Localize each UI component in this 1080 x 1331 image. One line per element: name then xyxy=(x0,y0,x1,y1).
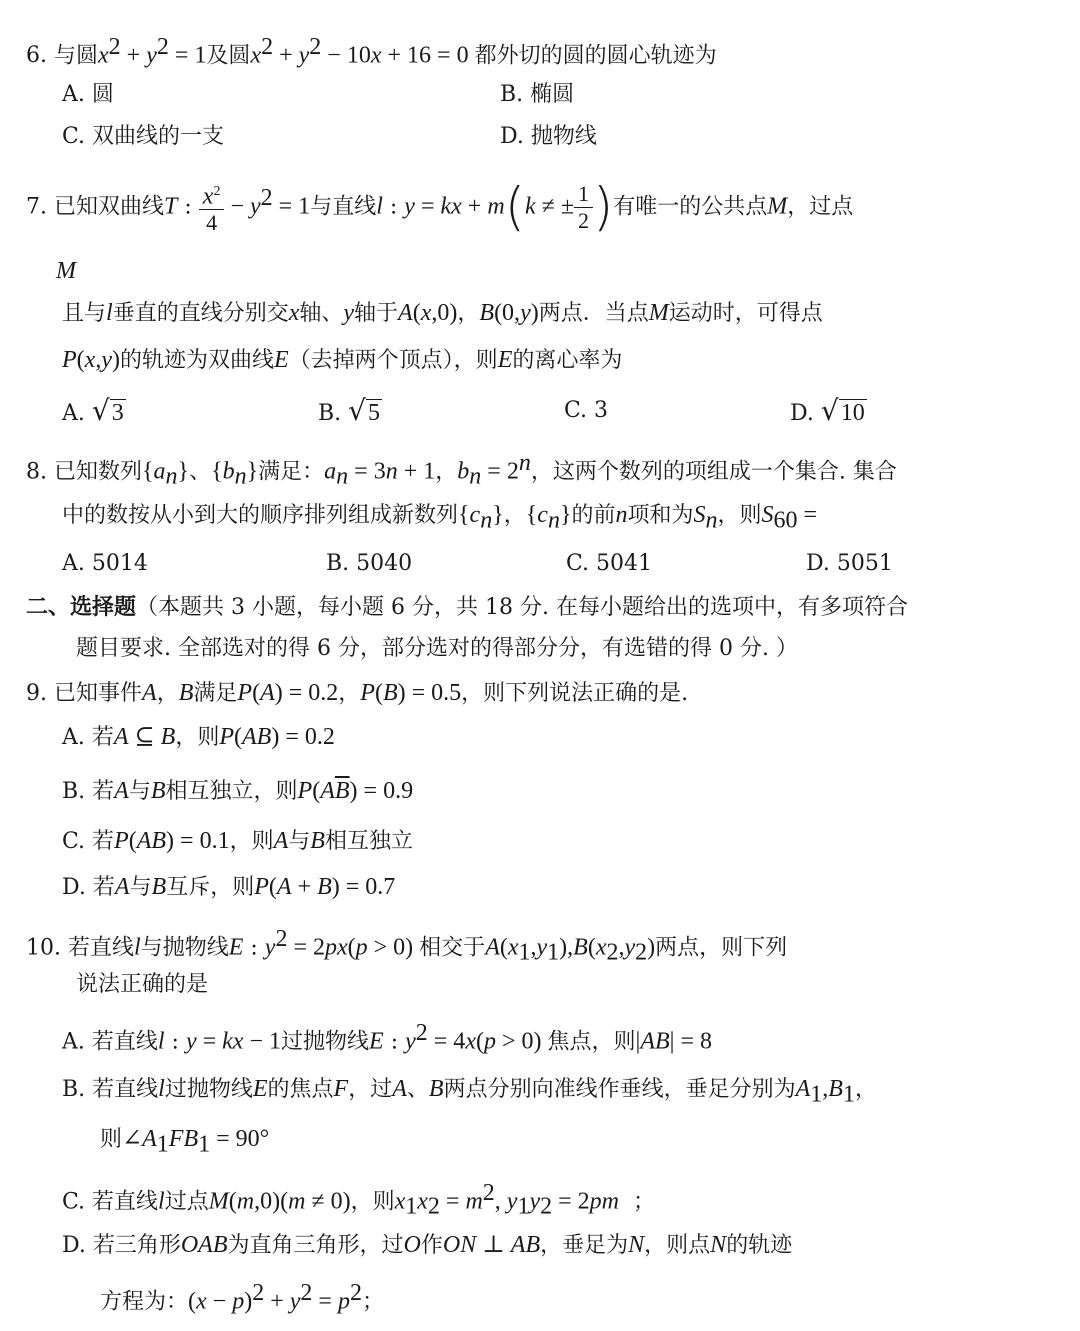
q10-option-b: B. 若直线l过抛物线E的焦点F，过A、B两点分别向准线作垂线，垂足分别为$A_1,B_1$， xyxy=(62,1076,877,1108)
q9-option-d: D. 若A与B互斥，则P(A + B) = 0.7 xyxy=(62,874,396,900)
q7-option-d: D. √10 xyxy=(790,394,865,427)
q8-text-a: 已知数列 xyxy=(54,459,143,485)
q7-fraction: $\frac{x^2}{4}$ xyxy=(199,179,225,236)
q10-option-d-line2: 方程为：$(x - p)^2 + y^2 = p^2$； xyxy=(100,1280,384,1315)
q7-l3c: 轴、 xyxy=(299,301,344,326)
q7-stem: 7. 已知双曲线T : $\frac{x^2}{4}$ − $y^2 = 1$与直线l : y = kx + m(k ≠ ± $\frac{1}{2}$ )有唯一的公共点M，过点 xyxy=(26,177,854,238)
q6-circle2: x xyxy=(250,42,262,69)
section2-header xyxy=(26,590,908,625)
q7-line2: M xyxy=(56,258,76,284)
q8-option-d: D. 5051 xyxy=(806,551,893,576)
q9-text-c: ，则下列说法正确的是. xyxy=(461,681,689,706)
q7-text-b: 与直线 xyxy=(310,194,377,220)
q7-option-c: C. 3 xyxy=(564,398,609,423)
q9-option-a: A. 若A ⊆ B，则P(AB) = 0.2 xyxy=(62,724,335,750)
section2-title: 二、选择题 xyxy=(26,594,137,620)
q7-l3a: 且与 xyxy=(62,301,107,326)
q6-number: 6. xyxy=(26,43,47,69)
q8-number: 8. xyxy=(26,459,47,485)
q9-stem: 9. 已知事件A，B满足P(A) = 0.2，P(B) = 0.5，则下列说法正确的是. xyxy=(26,680,689,706)
q10-line2: 说法正确的是 xyxy=(76,972,209,997)
q9-text-b: 满足 xyxy=(193,681,238,706)
q6-option-d: D. 抛物线 xyxy=(500,124,597,149)
q7-l4a: 的轨迹为双曲线 xyxy=(119,348,274,373)
q10-option-d: D. 若三角形OAB为直角三角形，过O作ON ⊥ AB，垂足为N，则点N的轨迹 xyxy=(62,1232,793,1258)
q7-l3f: 运动时，可得点 xyxy=(668,301,823,326)
q7-option-a: A. √3 xyxy=(62,394,124,427)
q7-l3b: 垂直的直线分别交 xyxy=(112,301,289,326)
q6-text-post: 都外切的圆的圆心轨迹为 xyxy=(474,43,717,69)
q6-text-mid: 及圆 xyxy=(206,43,251,69)
q10-text-b: 与抛物线 xyxy=(140,935,229,961)
q10-stem: 10. 若直线l与抛物线E : $y^2 = 2px(p > 0)$ 相交于$A(x_1,y_1),B(x_2,y_2)$两点，则下列 xyxy=(26,926,788,966)
q8-l2c: 项和为 xyxy=(627,503,694,528)
q6-option-b: B. 椭圆 xyxy=(500,82,575,107)
q10-option-c: C. 若直线l过点M(m,0)(m ≠ 0)，则$x_1x_2 = m^2$, $y_1y_2 = 2pm$ ； xyxy=(62,1180,656,1220)
q6-option-a: A. 圆 xyxy=(62,82,114,107)
q10-option-b-line2: 则$\angle A_1FB_1 = 90^\circ$ xyxy=(100,1126,270,1158)
q10-text-d: 两点，则下列 xyxy=(655,935,788,961)
q7-number: 7. xyxy=(26,194,47,220)
q10-option-a: A. 若直线l : y = kx − 1过抛物线E : $y^2 = 4x(p > 0)$ 焦点，则|AB| = 8 xyxy=(62,1020,712,1055)
q9-number: 9. xyxy=(26,681,47,706)
q8-l2b: 的前 xyxy=(571,503,616,528)
q8-stem: 8. 已知数列$\{a_n\}$、$\{b_n\}$满足：$a_n = 3n + 1$，$b_n = 2^n$，这两个数列的项组成一个集合. 集合 xyxy=(26,450,897,490)
q8-l2d: ，则 xyxy=(717,503,762,528)
q7-l3d: 轴于 xyxy=(354,301,399,326)
section2-desc2: 题目要求. 全部选对的得 6 分，部分选对的得部分分，有选错的得 0 分. ） xyxy=(76,636,798,661)
q9-option-b: B. 若A与B相互独立，则$P(A\overline{B}) = 0.9$ xyxy=(62,778,414,804)
q9-option-c: C. 若P(AB) = 0.1，则A与B相互独立 xyxy=(62,828,413,854)
q8-option-a: A. 5014 xyxy=(62,551,148,576)
q7-line3: 且与l垂直的直线分别交x轴、y轴于A(x,0)，B(0,y)两点．当点M运动时，可得点 xyxy=(62,300,823,326)
q10-text-c: 相交于 xyxy=(419,935,486,961)
q8-option-c: C. 5041 xyxy=(566,551,653,576)
q6-circle1: x xyxy=(98,42,109,69)
q7-text-c: 有唯一的公共点 xyxy=(613,194,768,220)
q6-stem: 6. 与圆$x^2 + y^2 = 1$及圆$x^2 + y^2 - 10x + 16 = 0$ 都外切的圆的圆心轨迹为 xyxy=(26,30,717,73)
q7-text-d: ，过点 xyxy=(787,194,854,220)
q7-l4c: 的离心率为 xyxy=(512,348,623,373)
q7-l4b: （去掉两个顶点），则 xyxy=(288,348,498,373)
q8-option-b: B. 5040 xyxy=(326,551,413,576)
q7-line4: P(x,y)的轨迹为双曲线E（去掉两个顶点），则E的离心率为 xyxy=(62,347,623,373)
q7-option-b: B. √5 xyxy=(318,394,380,427)
q6-text: 与圆 xyxy=(54,43,99,69)
q9-text-a: 已知事件 xyxy=(54,681,143,706)
q6-option-c: C. 双曲线的一支 xyxy=(62,124,225,149)
q10-number: 10. xyxy=(26,935,61,961)
q8-line2: 中的数按从小到大的顺序排列组成新数列$\{c_n\}$，$\{c_n\}$的前n项和为$S_n$，则$S_{60}$ = xyxy=(62,502,818,534)
section2-desc1: （本题共 3 小题，每小题 6 分，共 18 分. 在每小题给出的选项中，有多项符合 xyxy=(136,595,908,620)
q10-text-a: 若直线 xyxy=(68,935,135,961)
q8-l2a: 中的数按从小到大的顺序排列组成新数列 xyxy=(62,503,459,528)
q8-text-b: 满足： xyxy=(258,459,325,485)
q8-text-c: ，这两个数列的项组成一个集合. 集合 xyxy=(530,459,897,485)
q7-l3e: 两点．当点 xyxy=(538,301,649,326)
q7-text-a: 已知双曲线 xyxy=(54,194,165,220)
